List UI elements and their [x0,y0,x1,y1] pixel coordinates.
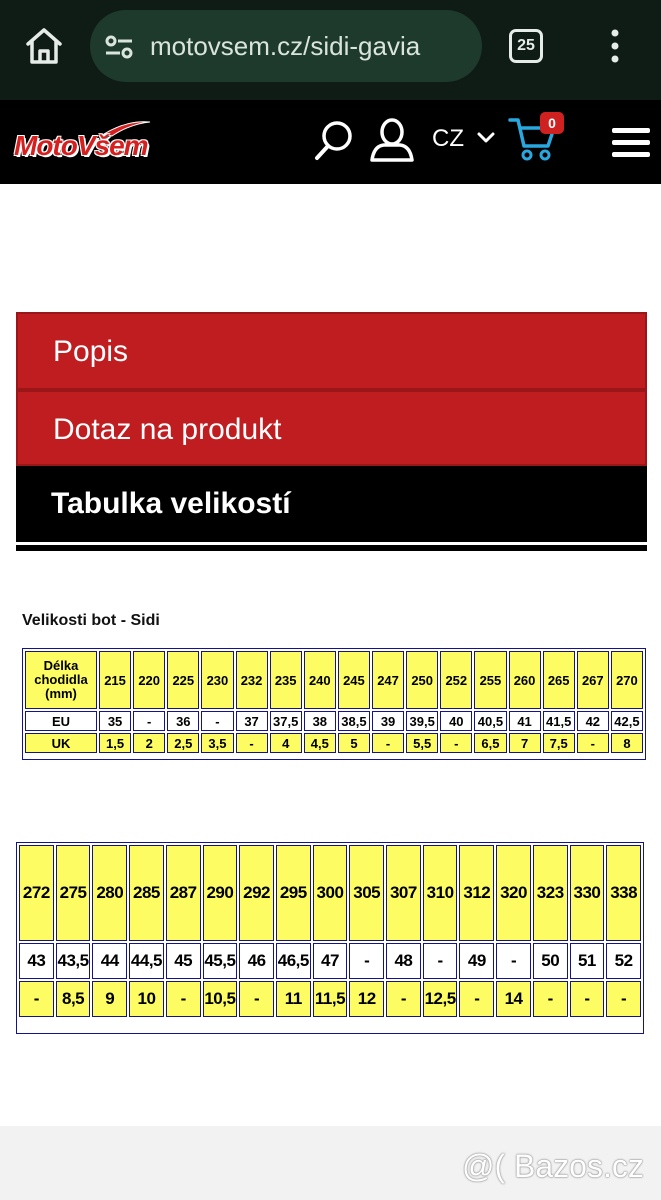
watermark: @( Bazos.cz [462,1148,644,1184]
size-table-part-1 [22,648,646,760]
table-cell-eu: 46 [239,943,274,979]
table-cell-uk: - [577,733,609,753]
table-cell-eu: - [349,943,384,979]
table-cell-eu: 44,5 [129,943,164,979]
table-cell-eu: 35 [99,711,131,731]
table-cell-length: 240 [304,651,336,709]
table-cell-eu: 52 [606,943,641,979]
browser-toolbar [0,0,661,100]
table-cell-uk: 11 [276,981,311,1017]
table-cell-length: 252 [440,651,472,709]
tab-switcher-button[interactable]: 25 [509,29,543,63]
url-text[interactable]: motovsem.cz/sidi-gavia [150,31,421,61]
table-cell-length: 225 [167,651,199,709]
table-cell-length: 312 [459,845,494,941]
address-bar[interactable] [90,10,482,82]
table-cell-eu: - [133,711,165,731]
table-cell-length: 330 [570,845,605,941]
table-cell-eu: 51 [570,943,605,979]
table-cell-uk: - [459,981,494,1017]
table-cell-uk: 9 [92,981,127,1017]
table-cell-uk: - [372,733,404,753]
table-cell-eu: 50 [533,943,568,979]
table-cell-uk: - [236,733,268,753]
table-cell-eu: 43,5 [56,943,91,979]
table-cell-uk: - [570,981,605,1017]
cart-count-badge: 0 [540,112,564,134]
table-cell-uk: - [386,981,421,1017]
table-cell-eu: 38,5 [338,711,370,731]
table-cell-uk: - [19,981,54,1017]
table-cell-length: 230 [201,651,233,709]
table-cell-uk: 4,5 [304,733,336,753]
table-cell-length: 220 [133,651,165,709]
table-cell-uk: 5 [338,733,370,753]
table-cell-uk: 8 [611,733,643,753]
table-cell-eu: 37,5 [270,711,302,731]
table-cell-eu: 45 [166,943,201,979]
table-cell-length: 300 [313,845,348,941]
table-cell-length: 247 [372,651,404,709]
search-icon[interactable] [312,118,356,162]
table-cell-uk: 12 [349,981,384,1017]
size-table-caption: Velikosti bot - Sidi [22,612,160,629]
language-selector[interactable]: CZ [432,125,464,152]
table-cell-length: 250 [406,651,438,709]
table-cell-uk: - [166,981,201,1017]
table-cell-uk: 14 [496,981,531,1017]
table-cell-uk: 1,5 [99,733,131,753]
table-cell-length: 323 [533,845,568,941]
table-cell-length: 267 [577,651,609,709]
table-cell-eu: - [201,711,233,731]
table-cell-eu: 49 [459,943,494,979]
table-cell-uk: 10 [129,981,164,1017]
table-cell-length: 265 [543,651,575,709]
tab-divider [16,545,647,551]
table-cell-eu: 48 [386,943,421,979]
table-cell-length: 280 [92,845,127,941]
tab-tabulka-velikosti[interactable]: Tabulka velikostí [16,466,647,542]
site-logo[interactable] [14,118,164,166]
table-cell-uk: 6,5 [474,733,506,753]
table-cell-eu: 37 [236,711,268,731]
table-cell-eu: 39 [372,711,404,731]
table-cell-uk: 3,5 [201,733,233,753]
table-cell-length: 290 [203,845,238,941]
table-cell-uk: 7 [509,733,541,753]
table-cell-eu: 41 [509,711,541,731]
table-cell-uk: 2,5 [167,733,199,753]
table-cell-length: 255 [474,651,506,709]
table-cell-eu: 39,5 [406,711,438,731]
tab-popis[interactable]: Popis [16,312,647,390]
table-cell-length: 305 [349,845,384,941]
home-icon[interactable] [22,24,66,68]
table-cell-uk: 2 [133,733,165,753]
table-cell-eu: 42,5 [611,711,643,731]
table-cell-eu: 36 [167,711,199,731]
table-cell-length: 235 [270,651,302,709]
tab-dotaz-na-produkt[interactable]: Dotaz na produkt [16,390,647,466]
table-cell-uk: - [239,981,274,1017]
table-cell-uk: - [440,733,472,753]
table-cell-length: 338 [606,845,641,941]
table-cell-eu: 47 [313,943,348,979]
table-cell-length: 215 [99,651,131,709]
table-cell-length: 310 [423,845,458,941]
table-cell-length: 320 [496,845,531,941]
table-cell-length: 285 [129,845,164,941]
chevron-down-icon[interactable] [476,128,496,148]
table-cell-length: 245 [338,651,370,709]
table-cell-uk: 10,5 [203,981,238,1017]
more-vert-icon[interactable] [600,26,630,66]
table-cell-uk: 12,5 [423,981,458,1017]
table-cell-uk: 7,5 [543,733,575,753]
table-cell-length: 272 [19,845,54,941]
row-label-length: Délka chodidla (mm) [25,651,97,709]
row-label-eu: EU [25,711,97,731]
hamburger-icon[interactable] [612,126,650,160]
size-table-part-2 [16,842,644,1034]
table-cell-length: 270 [611,651,643,709]
table-cell-eu: 44 [92,943,127,979]
table-cell-eu: 40 [440,711,472,731]
table-cell-uk: 8,5 [56,981,91,1017]
row-label-uk: UK [25,733,97,753]
logo-text: MotoVšem [14,130,148,161]
table-cell-eu: 41,5 [543,711,575,731]
table-cell-length: 307 [386,845,421,941]
table-cell-uk: 4 [270,733,302,753]
table-cell-length: 260 [509,651,541,709]
table-cell-length: 287 [166,845,201,941]
table-cell-eu: 43 [19,943,54,979]
table-cell-eu: 42 [577,711,609,731]
table-cell-uk: 5,5 [406,733,438,753]
table-cell-uk: - [533,981,568,1017]
table-cell-length: 275 [56,845,91,941]
table-cell-length: 295 [276,845,311,941]
table-cell-length: 232 [236,651,268,709]
table-cell-eu: - [423,943,458,979]
table-cell-eu: 40,5 [474,711,506,731]
table-cell-uk: 11,5 [313,981,348,1017]
table-cell-eu: - [496,943,531,979]
user-icon[interactable] [368,116,416,164]
tune-icon[interactable] [104,34,134,60]
table-cell-eu: 45,5 [203,943,238,979]
table-cell-eu: 46,5 [276,943,311,979]
table-cell-length: 292 [239,845,274,941]
table-cell-uk: - [606,981,641,1017]
table-cell-eu: 38 [304,711,336,731]
